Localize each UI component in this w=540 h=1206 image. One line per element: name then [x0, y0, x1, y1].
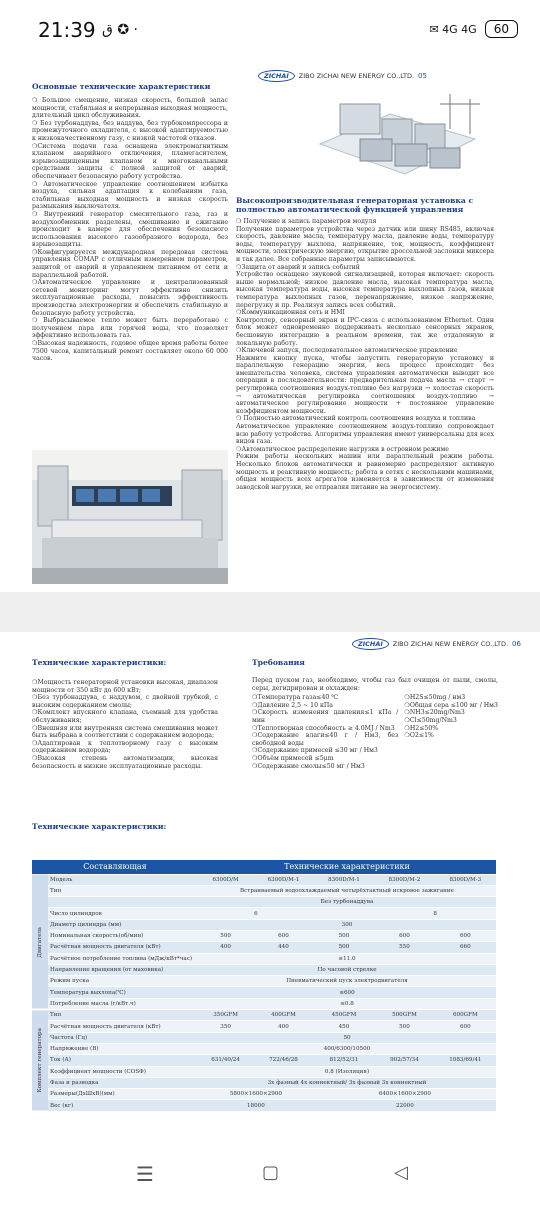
requirements-list-left	[252, 694, 398, 770]
company-logo: ZICHAI	[258, 70, 295, 82]
table-cell: 660	[435, 942, 496, 953]
table-cell: 550	[374, 942, 434, 953]
table-row	[32, 1032, 496, 1043]
table-row	[32, 998, 496, 1009]
table-header-component: Составляющая	[32, 860, 198, 874]
table-cell: 600	[253, 930, 313, 941]
specs-text	[32, 679, 218, 770]
table-row	[32, 919, 496, 930]
table-cell: ≤0.8	[198, 998, 496, 1009]
table-cell: 400	[253, 1021, 313, 1032]
table-row	[32, 1055, 496, 1066]
table-row-label: Режим пуска	[48, 976, 198, 987]
requirement-item: ❍Общая сера ≤100 мг / Нм3	[404, 701, 498, 709]
table-cell: 22000	[314, 1100, 496, 1111]
table-row	[32, 976, 496, 987]
spec-paragraph: ❍Адаптирован к теплотворному газу с высоким содержанием водорода;	[32, 739, 218, 755]
requirement-item: ❍Содержание примесей ≤30 мг / Нм3	[252, 747, 378, 755]
specs-column	[32, 658, 218, 770]
company-name: ZIBO ZICHAI NEW ENERGY CO.,LTD.	[392, 640, 509, 648]
notification-icons: ق ✪ ·	[102, 22, 138, 38]
table-cell: 631/40/24	[198, 1055, 253, 1066]
brand-header	[258, 70, 427, 82]
table-row-label: Размеры(ДxШxВ)(мм)	[48, 1089, 198, 1100]
back-button[interactable]: ◁	[394, 1162, 408, 1183]
table-row-label: Направление вращения (от маховика)	[48, 964, 198, 975]
table-cell: 902/57/34	[374, 1055, 434, 1066]
page-separator	[0, 592, 540, 632]
document-page-1	[0, 62, 540, 592]
brand-header	[352, 638, 521, 650]
left-column	[32, 82, 228, 363]
control-paragraph: Получение параметров устройства через датчик или шину RS485, включая скорость, давление масла, температуру масла, давление воды, температуру воды, температуру выхлопа, напряжение, ток, мощность, коэффициент мощности, электрическую энергию, открытие дроссельной заслонки миксера и так далее. Все собранные параметры записываются.	[236, 225, 494, 263]
specifications-table	[32, 860, 496, 1112]
table-cell: 500GFM	[374, 1010, 434, 1021]
battery-icon: 60	[485, 20, 518, 38]
control-paragraph: Автоматическое управление соотношением воздух-топливо сопровождает всю работу устройства. Алгоритмы управления имеют универсальны для всех видов газа.	[236, 423, 494, 446]
section-title: Основные технические характеристики	[32, 82, 211, 91]
table-row-label: Коэффициент мощности (COSΦ)	[48, 1066, 198, 1077]
generator-render-image	[300, 84, 490, 194]
requirements-intro: Перед пуском газ, необходимо, чтобы газ был очищен от пыли, смолы, серы, дегидрирован и охлажден:	[252, 677, 498, 692]
feature-paragraph: ❍Высокая надежность, годовое общее время работы более 7500 часов, капитальный ремонт составляет около 60 000 часов.	[32, 340, 228, 363]
table-row-label: Фаза и разводка	[48, 1077, 198, 1088]
section-title: Технические характеристики:	[32, 658, 167, 667]
table-row-label: Вес (кг)	[48, 1100, 198, 1111]
requirement-item: ❍Скорость изменения давления≤1 кПа / мин	[252, 709, 399, 724]
signal-icons: ✉ 4G 4G	[429, 22, 477, 36]
table-row	[32, 897, 496, 908]
table-row	[32, 1010, 496, 1021]
table-row-label: Модель	[48, 874, 198, 885]
spec-paragraph: ❍Высокая степень автоматизации, высокая безопасность и низкие эксплуатационные расходы.	[32, 754, 218, 770]
table-row	[32, 1043, 496, 1054]
table-row	[32, 874, 496, 885]
spec-paragraph: ❍Комплект впускного клапана, съемный для удобства обслуживания;	[32, 709, 218, 724]
control-paragraph: ❍Ключевой запуск, последовательное автоматическое управление	[236, 347, 458, 355]
table-row-label: Температура выхлопа(℃)	[48, 987, 198, 998]
control-paragraph: ❍ Полностью автоматический контроль соотношения воздуха и топлива	[236, 415, 476, 423]
table-cell: 400GFM	[253, 1010, 313, 1021]
requirement-item: ❍O2≤1%	[404, 732, 434, 740]
table-cell: 400/6300/10500	[198, 1043, 496, 1054]
table-row	[32, 908, 496, 919]
control-paragraph: Режим работы нескольких машин или параллельный режим работы. Несколько блоков автоматически и равномерно распределяют активную мощность и реактивную мощность; работа в сетях с несколькими машинами, общая мощность всех агрегатов изменяется в зависимости от изменения заводской нагрузки, не отправляя питание на энергосистему.	[236, 453, 494, 491]
table-cell: 6400×1600×2900	[314, 1089, 496, 1100]
requirement-item: ❍H2S≤50mg / нм3	[404, 694, 466, 702]
table-row	[32, 930, 496, 941]
table-row-label: Номинальная скорость(об/мин)	[48, 930, 198, 941]
requirement-item: ❍Содержание влаги≤40 г / Нм3, без свободной воды	[252, 732, 399, 747]
home-button[interactable]: ▢	[262, 1162, 280, 1183]
table-row-label: Расчётная мощность двигателя (кВт)	[48, 1021, 198, 1032]
table-row	[32, 1089, 496, 1100]
control-paragraph: Контроллер, сенсорный экран и IPC-связь с использованием Ethernet. Один блок может одновременно поддерживать несколько сенсорных экранов, бесшовную интеграцию в реальном времени, так же отдаленную и локальную работу.	[236, 316, 494, 347]
table-cell: 6300D/M-1	[253, 874, 313, 885]
feature-paragraph: ❍Конфигурируется международная передовая система управления COMAP с отличным измерением параметров, защитой от аварий и управлением питанием от сети и параллельной работой.	[32, 248, 228, 279]
table-cell: 0.8 (Изоляция)	[198, 1066, 496, 1077]
table-cell: 50	[198, 1032, 496, 1043]
table-cell: 8300D/M-2	[374, 874, 434, 885]
control-paragraph: ❍Защита от аварий и запись событий	[236, 263, 360, 271]
table-cell: 450GFM	[314, 1010, 374, 1021]
control-paragraph: ❍ Получение и запись параметров модуля	[236, 218, 377, 225]
table-row-label	[48, 897, 198, 908]
table-cell: Без турбонаддува	[198, 897, 496, 908]
table-cell: 18000	[198, 1100, 314, 1111]
table-cell: 600GFM	[435, 1010, 496, 1021]
page-number: 06	[512, 640, 521, 648]
table-row	[32, 1100, 496, 1111]
status-bar	[0, 0, 540, 62]
table-row-label: Число цилиндров	[48, 908, 198, 919]
requirement-item: ❍Температура газа≤40 ℃	[252, 694, 339, 702]
table-row-label: Расчётная мощность двигателя (кВт)	[48, 942, 198, 953]
clock: 21:39	[38, 18, 96, 42]
table-cell: 3х фазный 4х коннектный/ 3х фазный 3х коннектный	[198, 1077, 496, 1088]
table-row	[32, 964, 496, 975]
document-page-2	[0, 632, 540, 1132]
table-cell: 812/52/31	[314, 1055, 374, 1066]
requirement-item: ❍Содержание смолы≤50 мг / Нм3	[252, 762, 365, 770]
table-cell: 722/46/28	[253, 1055, 313, 1066]
section-title: Требования	[252, 658, 305, 667]
table-cell: 350GFM	[198, 1010, 253, 1021]
table-cell: ≤11.0	[198, 953, 496, 964]
requirement-item: ❍Теплотворная способность ≥ 4.0MJ / Nm3	[252, 724, 395, 732]
control-features-text	[236, 218, 494, 491]
feature-paragraph: ❍Система подачи газа оснащена электромагнитным клапаном аварийного отключения, пламегасителем, взрывозащищенным клапаном и многоканальными средствами защиты с полной защитой от аварий, обеспечивает безопасную работу устройства.	[32, 142, 228, 180]
table-cell: 8	[374, 908, 496, 919]
table-cell: 600	[435, 1021, 496, 1032]
spec-paragraph: ❍Без турбонаддува, с наддувом, с двойной трубкой, с высоким содержанием смолы;	[32, 694, 218, 709]
table-row-label: Тип	[48, 885, 198, 896]
table-cell: 8300D/M-1	[314, 874, 374, 885]
table-cell: 600	[374, 930, 434, 941]
table-row-label: Ток (А)	[48, 1055, 198, 1066]
section-title: Высокопроизводительная генераторная установка с полностью автоматической функцией управления	[236, 196, 474, 214]
requirement-item: ❍H2≤50%	[404, 724, 439, 732]
table-cell: 1083/69/41	[435, 1055, 496, 1066]
requirement-item: ❍NH3≤20mg/Nm3	[404, 709, 465, 717]
table-cell: Пневматический пуск электродвигателя	[198, 976, 496, 987]
table-cell: 450	[314, 1021, 374, 1032]
features-text	[32, 97, 228, 363]
table-cell: 8300D/M-3	[435, 874, 496, 885]
table-cell: Встраиваемый водоохлаждаемый четырёхтактный искровое зажигание	[198, 885, 496, 896]
table-row	[32, 987, 496, 998]
company-logo: ZICHAI	[352, 638, 389, 650]
table-cell: 5800×1600×2900	[198, 1089, 314, 1100]
table-cell: 400	[198, 942, 253, 953]
navigation-bar	[0, 1132, 540, 1206]
requirements-column	[252, 658, 498, 770]
requirement-item: ❍Объём примесей ≤5μm	[252, 754, 334, 762]
table-row	[32, 885, 496, 896]
table-row-label: Диаметр цилиндра (мм)	[48, 919, 198, 930]
table-row	[32, 953, 496, 964]
table-cell: 500	[198, 930, 253, 941]
table-row-label: Напряжение (В)	[48, 1043, 198, 1054]
table-cell: 500	[314, 930, 374, 941]
company-name: ZIBO ZICHAI NEW ENERGY CO.,LTD.	[298, 72, 415, 80]
page-number: 05	[418, 72, 427, 80]
table-cell: 6300D/M	[198, 874, 253, 885]
table-cell: 350	[198, 1021, 253, 1032]
table-header-specs: Технические характеристики	[198, 860, 496, 874]
right-column	[236, 196, 494, 491]
table-row-label: Потребление масла (г/кВт.ч)	[48, 998, 198, 1009]
table-cell: 500	[314, 942, 374, 953]
table-row-label: Тип	[48, 1010, 198, 1021]
table-row	[32, 942, 496, 953]
control-paragraph: ❍Коммуникационная сеть и HMI	[236, 309, 345, 317]
table-group-label: Двигатель	[32, 874, 48, 1010]
requirements-list-right	[404, 694, 498, 770]
control-room-photo	[32, 450, 228, 584]
table-cell: 440	[253, 942, 313, 953]
table-cell: По часовой стрелке	[198, 964, 496, 975]
feature-paragraph: ❍ Автоматическое управление соотношением избытка воздуха, сильная адаптация к колебаниям газа, стабильная выходная мощность и низкая скорость размыкания выключателя.	[32, 180, 228, 211]
table-cell: 600	[435, 930, 496, 941]
table-row-label: Частота (Гц)	[48, 1032, 198, 1043]
table-cell	[314, 908, 374, 919]
table-group-label: Комплект генератора	[32, 1010, 48, 1112]
table-title: Технические характеристики:	[32, 822, 167, 831]
feature-paragraph: ❍ Выбрасываемое тепло может быть переработано с получением пара или горячей воды, что позволяет эффективно использовать газ.	[32, 317, 228, 340]
control-paragraph: Нажмите кнопку пуска, чтобы запустить генераторную установку и параллельную генерацию энергии, весь процесс происходит без вмешательства человека, система управления автоматически выводит все операции в последовательности: предварительная подача масла → старт → регулировка соотношения воздух-топливо без нагрузки → холостая скорость → автоматическая регулировка соотношения воздух-топливо → автоматическое регулирование мощности + постоянное управление коэффициентом мощности.	[236, 354, 494, 415]
recent-apps-button[interactable]: ☰	[136, 1162, 154, 1186]
table-cell: ≤600	[198, 987, 496, 998]
control-paragraph: Устройство оснащено звуковой сигнализацией, которая включает: скорость выше нормальной; низкое давление масла, высокая температура масла, высокая температура воды, высокая температура выхлопных газов, низкая температура выхлопных газов, перенапряжение, низкое напряжение, перегрузку и пр. Реализуя запись всех событий.	[236, 271, 494, 309]
table-row-label: Расчётное потребление топлива (мДж/кВт*час)	[48, 953, 198, 964]
system-icons	[429, 20, 518, 38]
feature-paragraph: ❍ Большое смещение, низкая скорость, большой запас мощности, стабильная и непрерывная выходная мощность, длительный цикл обслуживания.	[32, 97, 228, 120]
table-row	[32, 1077, 496, 1088]
table-row	[32, 1066, 496, 1077]
feature-paragraph: ❍ Внутренний генератор смесительного газа, газ и воздухообменник разделены, смешивание и сжигание происходит в камере для обеспечения безопасного использования высокого газообразного водорода, без взрывозащиты.	[32, 210, 228, 249]
table-row	[32, 1021, 496, 1032]
table-cell: 500	[374, 1021, 434, 1032]
table-cell: 6	[198, 908, 314, 919]
feature-paragraph: ❍Автоматическое управление и централизованный сетевой мониторинг могут эффективно снизить эксплуатационные расходы, повысить эффективность производства электроэнергии и обеспечить стабильную и безопасную работу устройства.	[32, 279, 228, 317]
table-cell: 300	[198, 919, 496, 930]
control-paragraph: ❍Автоматическое распределение нагрузки в островном режиме	[236, 445, 449, 453]
requirement-item: ❍Cl≤50mg/Nm3	[404, 716, 457, 724]
spec-paragraph: ❍Мощность генераторной установки высокая, диапазон мощности от 350 кВт до 600 кВт;	[32, 679, 218, 694]
requirement-item: ❍Давление 2,5 ~ 10 кПа	[252, 701, 333, 709]
feature-paragraph: ❍ Без турбонаддува, без наддува, без турбокомпрессора и промежуточного охладителя, с высокой адаптируемостью к низкокачественному газу, с низкой частотой отказов.	[32, 119, 228, 142]
spec-paragraph: ❍Внешняя или внутренняя система смешивания может быть выбрана в соответствии с содержанием водорода;	[32, 724, 218, 740]
